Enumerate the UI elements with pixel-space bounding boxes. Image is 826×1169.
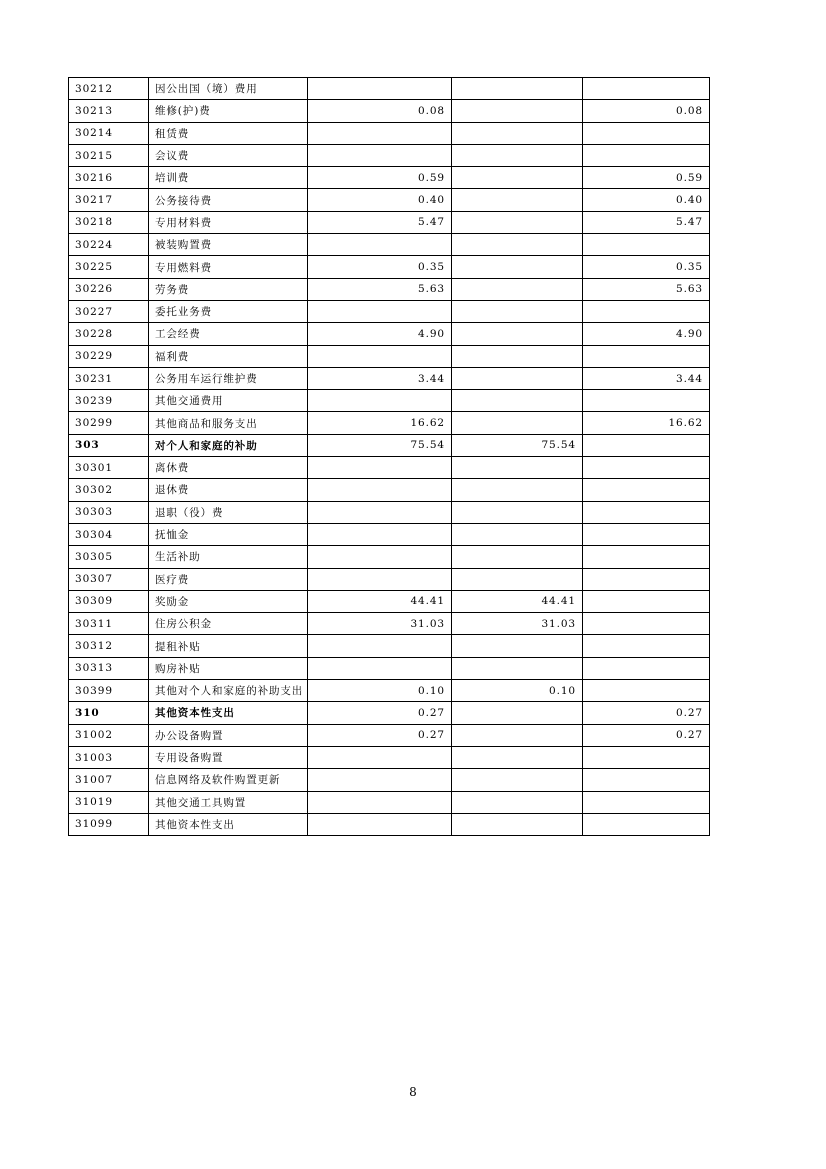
table-body xyxy=(69,78,710,836)
basic-expenditure-cell: 0.10 xyxy=(452,680,583,702)
total-amount-cell: 75.54 xyxy=(308,434,452,456)
account-code-cell: 31099 xyxy=(69,813,149,835)
account-code-cell: 30231 xyxy=(69,367,149,389)
account-code-cell: 30301 xyxy=(69,457,149,479)
basic-expenditure-cell xyxy=(452,635,583,657)
account-name-cell: 工会经费 xyxy=(149,323,308,345)
basic-expenditure-cell xyxy=(452,568,583,590)
page-number: 8 xyxy=(409,1085,417,1099)
total-amount-cell xyxy=(308,479,452,501)
total-amount-cell xyxy=(308,390,452,412)
account-code-cell: 30218 xyxy=(69,211,149,233)
basic-expenditure-cell xyxy=(452,791,583,813)
account-code-cell: 30224 xyxy=(69,234,149,256)
project-expenditure-cell xyxy=(583,345,710,367)
project-expenditure-cell xyxy=(583,479,710,501)
total-amount-cell: 0.27 xyxy=(308,724,452,746)
table-row xyxy=(69,746,710,768)
account-name-cell: 因公出国（境）费用 xyxy=(149,78,308,100)
table-row xyxy=(69,434,710,456)
table-row xyxy=(69,590,710,612)
account-code-cell: 30313 xyxy=(69,657,149,679)
basic-expenditure-cell xyxy=(452,523,583,545)
basic-expenditure-cell xyxy=(452,457,583,479)
account-name-cell: 其他资本性支出 xyxy=(149,702,308,724)
table-row xyxy=(69,813,710,835)
total-amount-cell: 0.59 xyxy=(308,167,452,189)
account-name-cell: 专用设备购置 xyxy=(149,746,308,768)
basic-expenditure-cell xyxy=(452,657,583,679)
total-amount-cell: 44.41 xyxy=(308,590,452,612)
project-expenditure-cell: 5.47 xyxy=(583,211,710,233)
account-code-cell: 30399 xyxy=(69,680,149,702)
total-amount-cell: 5.47 xyxy=(308,211,452,233)
project-expenditure-cell xyxy=(583,78,710,100)
table-row xyxy=(69,100,710,122)
table-row xyxy=(69,367,710,389)
account-code-cell: 31019 xyxy=(69,791,149,813)
account-name-cell: 生活补助 xyxy=(149,546,308,568)
account-name-cell: 其他对个人和家庭的补助支出 xyxy=(149,680,308,702)
account-code-cell: 30217 xyxy=(69,189,149,211)
account-name-cell: 住房公积金 xyxy=(149,613,308,635)
project-expenditure-cell xyxy=(583,501,710,523)
project-expenditure-cell xyxy=(583,523,710,545)
account-name-cell: 其他资本性支出 xyxy=(149,813,308,835)
basic-expenditure-cell xyxy=(452,813,583,835)
table-row xyxy=(69,724,710,746)
account-code-cell: 30305 xyxy=(69,546,149,568)
basic-expenditure-cell xyxy=(452,769,583,791)
project-expenditure-cell xyxy=(583,144,710,166)
account-code-cell: 30303 xyxy=(69,501,149,523)
project-expenditure-cell xyxy=(583,813,710,835)
basic-expenditure-cell xyxy=(452,345,583,367)
account-code-cell: 30228 xyxy=(69,323,149,345)
project-expenditure-cell xyxy=(583,122,710,144)
account-code-cell: 303 xyxy=(69,434,149,456)
project-expenditure-cell: 0.27 xyxy=(583,702,710,724)
table-row xyxy=(69,300,710,322)
project-expenditure-cell: 16.62 xyxy=(583,412,710,434)
total-amount-cell xyxy=(308,501,452,523)
basic-expenditure-cell xyxy=(452,702,583,724)
account-name-cell: 办公设备购置 xyxy=(149,724,308,746)
account-code-cell: 30307 xyxy=(69,568,149,590)
project-expenditure-cell xyxy=(583,300,710,322)
account-code-cell: 30299 xyxy=(69,412,149,434)
table-row xyxy=(69,791,710,813)
total-amount-cell: 31.03 xyxy=(308,613,452,635)
account-code-cell: 31007 xyxy=(69,769,149,791)
table-row xyxy=(69,390,710,412)
total-amount-cell xyxy=(308,345,452,367)
table-row xyxy=(69,345,710,367)
account-code-cell: 30304 xyxy=(69,523,149,545)
account-name-cell: 培训费 xyxy=(149,167,308,189)
account-code-cell: 310 xyxy=(69,702,149,724)
account-name-cell: 离休费 xyxy=(149,457,308,479)
basic-expenditure-cell xyxy=(452,546,583,568)
basic-expenditure-cell xyxy=(452,479,583,501)
project-expenditure-cell: 0.59 xyxy=(583,167,710,189)
table-row xyxy=(69,234,710,256)
account-name-cell: 提租补贴 xyxy=(149,635,308,657)
basic-expenditure-cell: 44.41 xyxy=(452,590,583,612)
account-name-cell: 医疗费 xyxy=(149,568,308,590)
project-expenditure-cell xyxy=(583,769,710,791)
total-amount-cell xyxy=(308,234,452,256)
total-amount-cell: 4.90 xyxy=(308,323,452,345)
basic-expenditure-cell xyxy=(452,501,583,523)
table-row xyxy=(69,144,710,166)
account-name-cell: 专用材料费 xyxy=(149,211,308,233)
account-name-cell: 奖励金 xyxy=(149,590,308,612)
project-expenditure-cell: 3.44 xyxy=(583,367,710,389)
project-expenditure-cell: 5.63 xyxy=(583,278,710,300)
table-row xyxy=(69,501,710,523)
account-name-cell: 购房补贴 xyxy=(149,657,308,679)
total-amount-cell xyxy=(308,657,452,679)
account-code-cell: 31003 xyxy=(69,746,149,768)
account-code-cell: 30229 xyxy=(69,345,149,367)
table-row xyxy=(69,680,710,702)
basic-expenditure-cell xyxy=(452,412,583,434)
account-code-cell: 30227 xyxy=(69,300,149,322)
account-code-cell: 31002 xyxy=(69,724,149,746)
table-row xyxy=(69,657,710,679)
table-row xyxy=(69,457,710,479)
basic-expenditure-cell xyxy=(452,234,583,256)
table-row xyxy=(69,211,710,233)
account-code-cell: 30214 xyxy=(69,122,149,144)
account-code-cell: 30212 xyxy=(69,78,149,100)
account-name-cell: 公务接待费 xyxy=(149,189,308,211)
account-code-cell: 30216 xyxy=(69,167,149,189)
account-name-cell: 信息网络及软件购置更新 xyxy=(149,769,308,791)
project-expenditure-cell xyxy=(583,590,710,612)
account-name-cell: 被装购置费 xyxy=(149,234,308,256)
total-amount-cell xyxy=(308,78,452,100)
table-row xyxy=(69,323,710,345)
total-amount-cell xyxy=(308,568,452,590)
table-row xyxy=(69,613,710,635)
table-row xyxy=(69,122,710,144)
project-expenditure-cell xyxy=(583,457,710,479)
project-expenditure-cell xyxy=(583,746,710,768)
basic-expenditure-cell xyxy=(452,724,583,746)
account-name-cell: 维修(护)费 xyxy=(149,100,308,122)
account-name-cell: 其他商品和服务支出 xyxy=(149,412,308,434)
table-row xyxy=(69,78,710,100)
account-name-cell: 福利费 xyxy=(149,345,308,367)
basic-expenditure-cell xyxy=(452,144,583,166)
basic-expenditure-cell: 31.03 xyxy=(452,613,583,635)
project-expenditure-cell: 0.08 xyxy=(583,100,710,122)
total-amount-cell: 0.40 xyxy=(308,189,452,211)
table-row xyxy=(69,546,710,568)
table-row xyxy=(69,702,710,724)
account-code-cell: 30213 xyxy=(69,100,149,122)
total-amount-cell xyxy=(308,300,452,322)
project-expenditure-cell xyxy=(583,568,710,590)
project-expenditure-cell: 0.35 xyxy=(583,256,710,278)
project-expenditure-cell: 0.40 xyxy=(583,189,710,211)
table-row xyxy=(69,769,710,791)
total-amount-cell xyxy=(308,746,452,768)
basic-expenditure-cell xyxy=(452,390,583,412)
basic-expenditure-cell xyxy=(452,78,583,100)
total-amount-cell: 0.08 xyxy=(308,100,452,122)
project-expenditure-cell xyxy=(583,234,710,256)
table-row xyxy=(69,635,710,657)
total-amount-cell: 0.35 xyxy=(308,256,452,278)
total-amount-cell xyxy=(308,635,452,657)
account-code-cell: 30302 xyxy=(69,479,149,501)
account-name-cell: 抚恤金 xyxy=(149,523,308,545)
total-amount-cell xyxy=(308,791,452,813)
account-name-cell: 退职（役）费 xyxy=(149,501,308,523)
account-code-cell: 30311 xyxy=(69,613,149,635)
total-amount-cell xyxy=(308,769,452,791)
account-code-cell: 30215 xyxy=(69,144,149,166)
basic-expenditure-cell: 75.54 xyxy=(452,434,583,456)
total-amount-cell: 3.44 xyxy=(308,367,452,389)
total-amount-cell xyxy=(308,144,452,166)
project-expenditure-cell xyxy=(583,390,710,412)
account-name-cell: 其他交通费用 xyxy=(149,390,308,412)
account-name-cell: 对个人和家庭的补助 xyxy=(149,434,308,456)
total-amount-cell: 16.62 xyxy=(308,412,452,434)
account-code-cell: 30226 xyxy=(69,278,149,300)
table-row xyxy=(69,278,710,300)
project-expenditure-cell xyxy=(583,546,710,568)
table-row xyxy=(69,256,710,278)
basic-expenditure-cell xyxy=(452,367,583,389)
account-name-cell: 劳务费 xyxy=(149,278,308,300)
account-code-cell: 30225 xyxy=(69,256,149,278)
basic-expenditure-cell xyxy=(452,211,583,233)
table-row xyxy=(69,412,710,434)
basic-expenditure-cell xyxy=(452,256,583,278)
total-amount-cell xyxy=(308,546,452,568)
basic-expenditure-cell xyxy=(452,300,583,322)
basic-expenditure-cell xyxy=(452,100,583,122)
total-amount-cell: 5.63 xyxy=(308,278,452,300)
basic-expenditure-cell xyxy=(452,167,583,189)
project-expenditure-cell xyxy=(583,791,710,813)
expenditure-table xyxy=(68,77,710,836)
basic-expenditure-cell xyxy=(452,323,583,345)
table-row xyxy=(69,189,710,211)
account-code-cell: 30312 xyxy=(69,635,149,657)
project-expenditure-cell xyxy=(583,657,710,679)
account-name-cell: 专用燃料费 xyxy=(149,256,308,278)
project-expenditure-cell xyxy=(583,680,710,702)
account-code-cell: 30309 xyxy=(69,590,149,612)
total-amount-cell: 0.10 xyxy=(308,680,452,702)
total-amount-cell xyxy=(308,523,452,545)
account-name-cell: 退休费 xyxy=(149,479,308,501)
account-name-cell: 其他交通工具购置 xyxy=(149,791,308,813)
table-row xyxy=(69,167,710,189)
table-row xyxy=(69,479,710,501)
account-name-cell: 公务用车运行维护费 xyxy=(149,367,308,389)
project-expenditure-cell xyxy=(583,635,710,657)
table-row xyxy=(69,568,710,590)
basic-expenditure-cell xyxy=(452,189,583,211)
table-row xyxy=(69,523,710,545)
account-code-cell: 30239 xyxy=(69,390,149,412)
total-amount-cell xyxy=(308,457,452,479)
project-expenditure-cell xyxy=(583,613,710,635)
account-name-cell: 会议费 xyxy=(149,144,308,166)
basic-expenditure-cell xyxy=(452,746,583,768)
project-expenditure-cell xyxy=(583,434,710,456)
account-name-cell: 租赁费 xyxy=(149,122,308,144)
project-expenditure-cell: 4.90 xyxy=(583,323,710,345)
account-name-cell: 委托业务费 xyxy=(149,300,308,322)
project-expenditure-cell: 0.27 xyxy=(583,724,710,746)
basic-expenditure-cell xyxy=(452,278,583,300)
total-amount-cell xyxy=(308,813,452,835)
basic-expenditure-cell xyxy=(452,122,583,144)
total-amount-cell: 0.27 xyxy=(308,702,452,724)
total-amount-cell xyxy=(308,122,452,144)
